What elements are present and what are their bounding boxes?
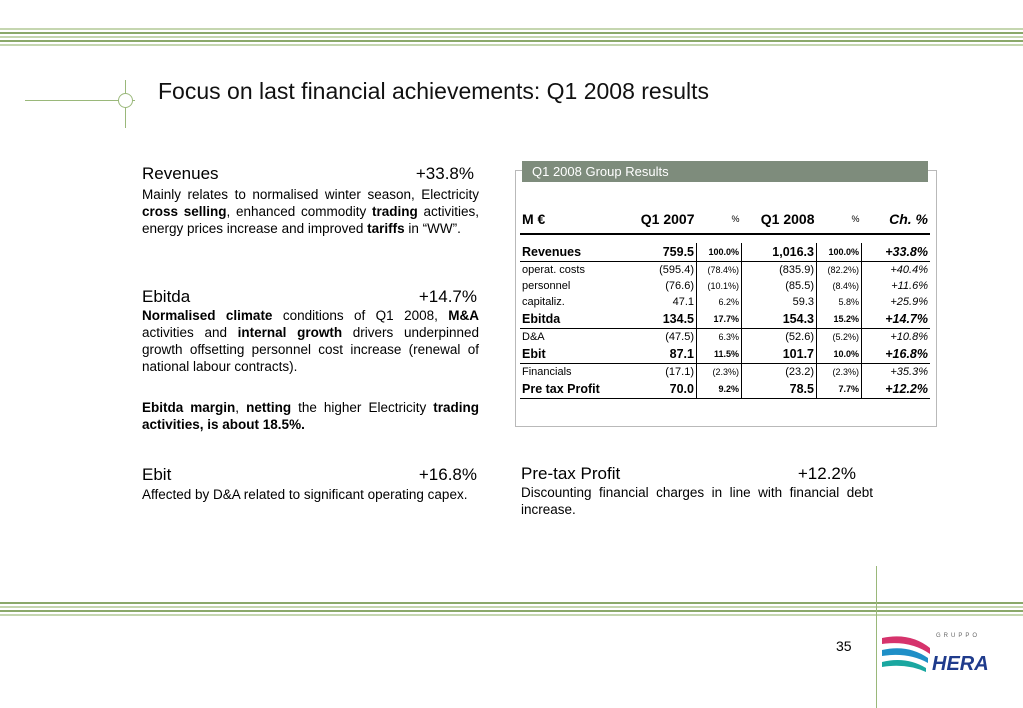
row-q1-2007-value: 70.0 [620,380,697,399]
header-q1-2008: Q1 2008 [742,205,817,234]
row-q1-2008-value: 1,016.3 [742,243,817,262]
page-number: 35 [836,638,852,654]
crosshair-circle-icon [118,93,133,108]
hera-logo [880,630,990,675]
revenues-text-part: in “WW”. [404,221,461,236]
row-q1-2008-pct: 100.0% [817,243,862,262]
ebitda-text-bold: M&A [448,308,479,323]
ebit-heading [142,465,477,485]
row-change: +10.8% [890,331,928,343]
revenues-heading [142,164,474,184]
row-q1-2008-value: 78.5 [742,380,817,399]
ebitda-margin-bold: trading activities, is about 18.5%. [142,400,479,432]
row-q1-2007-pct: (78.4%) [697,262,742,279]
row-change: +11.6% [891,280,928,292]
row-q1-2007-pct: 100.0% [697,243,742,262]
table-row [520,364,930,381]
pretax-change: +12.2% [797,464,856,483]
logo-gruppo-text: GRUPPO [936,633,981,639]
header-q1-2007: Q1 2007 [620,205,697,234]
row-q1-2007-pct: 17.7% [697,310,742,329]
row-q1-2007-value: 87.1 [620,345,697,364]
ebitda-heading [142,287,477,307]
row-q1-2007-pct: 6.3% [697,329,742,346]
ebitda-label: Ebitda [142,287,191,306]
table-row [520,380,930,399]
row-q1-2007-pct: (2.3%) [697,364,742,381]
row-label: Financials [522,366,572,378]
row-label: Revenues [520,243,620,262]
row-label: Ebitda [520,310,620,329]
row-q1-2008-value: (52.6) [742,329,817,346]
ebit-change: +16.8% [418,465,477,484]
footer-divider [876,566,877,708]
row-q1-2008-value: 154.3 [742,310,817,329]
row-q1-2007-value: (595.4) [620,262,697,279]
row-q1-2008-value: 59.3 [742,294,817,310]
pretax-heading [521,464,856,484]
row-q1-2008-pct: (5.2%) [817,329,862,346]
ebitda-text-part: drivers underpinned growth offsetting personnel cost increase (renewal of national labour contracts). [142,325,480,374]
revenues-label: Revenues [142,164,219,183]
row-q1-2007-pct: 6.2% [697,294,742,310]
ebitda-text-bold: internal growth [237,325,343,340]
ebitda-margin-bold: Ebitda margin [142,400,236,415]
row-q1-2008-value: (85.5) [742,278,817,294]
row-q1-2007-value: (17.1) [620,364,697,381]
row-q1-2007-value: (47.5) [620,329,697,346]
header-unit: M € [520,205,620,234]
table-row [520,278,930,294]
row-label: Pre tax Profit [520,380,620,399]
ebitda-margin-bold: netting [246,400,292,415]
table-row [520,329,930,346]
row-label: Ebit [520,345,620,364]
row-change: +14.7% [862,310,931,329]
row-q1-2008-pct: 5.8% [817,294,862,310]
ebit-text: Affected by D&A related to significant operating capex. [142,487,468,502]
row-q1-2008-pct: (82.2%) [817,262,862,279]
pretax-label: Pre-tax Profit [521,464,621,483]
ebitda-text-bold: Normalised climate [142,308,273,323]
row-q1-2007-value: (76.6) [620,278,697,294]
revenues-text-bold: tariffs [367,221,405,236]
ebit-label: Ebit [142,465,172,484]
table-row [520,310,930,329]
row-q1-2008-pct: 10.0% [817,345,862,364]
row-change: +12.2% [862,380,931,399]
row-change: +16.8% [862,345,931,364]
revenues-text-bold: trading [372,204,418,219]
ebitda-text-part: activities and [142,325,238,340]
row-label: personnel [522,280,571,292]
hera-logo-icon [880,630,990,675]
row-q1-2008-pct: (2.3%) [817,364,862,381]
row-q1-2008-pct: (8.4%) [817,278,862,294]
logo-hera-text: HERA [932,653,989,675]
row-q1-2007-value: 759.5 [620,243,697,262]
header-pct-2007: % [697,205,742,234]
row-q1-2007-pct: 9.2% [697,380,742,399]
revenues-change: +33.8% [415,164,474,183]
ebitda-text [142,307,479,375]
row-label: operat. costs [522,264,585,276]
table-header-row [520,205,930,234]
ebitda-margin-part: , [235,400,247,415]
revenues-text-part: Mainly relates to normalised winter season, Electricity [142,187,479,202]
ebitda-margin-part: the higher Electricity [291,400,434,415]
table-row [520,345,930,364]
ebitda-margin-text [142,399,479,433]
header-change: Ch. % [862,205,931,234]
row-q1-2008-value: (23.2) [742,364,817,381]
table-spacer [520,234,930,243]
row-change: +33.8% [862,243,931,262]
row-q1-2008-pct: 15.2% [817,310,862,329]
revenues-text [142,186,479,237]
results-table [520,205,930,399]
row-q1-2007-value: 47.1 [620,294,697,310]
row-label: capitaliz. [522,296,565,308]
row-q1-2007-pct: (10.1%) [697,278,742,294]
revenues-text-part: , enhanced commodity [226,204,372,219]
page-title: Focus on last financial achievements: Q1 2008 results [158,78,710,104]
table-row [520,243,930,262]
revenues-text-part: activities, energy prices increase and improved [142,204,479,236]
pretax-text: Discounting financial charges in line with financial debt increase. [521,485,873,517]
row-change: +35.3% [890,366,928,378]
table-row [520,294,930,310]
row-q1-2008-value: (835.9) [742,262,817,279]
top-stripes [0,28,1023,48]
row-label: D&A [522,331,545,343]
bottom-stripes [0,602,1023,618]
header-pct-2008: % [817,205,862,234]
row-q1-2007-pct: 11.5% [697,345,742,364]
row-q1-2007-value: 134.5 [620,310,697,329]
ebitda-change: +14.7% [418,287,477,306]
row-change: +25.9% [890,296,928,308]
table-row [520,262,930,279]
row-q1-2008-value: 101.7 [742,345,817,364]
row-change: +40.4% [890,264,928,276]
results-panel-title: Q1 2008 Group Results [522,161,928,182]
row-q1-2008-pct: 7.7% [817,380,862,399]
ebitda-text-part: conditions of Q1 2008, [272,308,449,323]
revenues-text-bold: cross selling [142,204,227,219]
